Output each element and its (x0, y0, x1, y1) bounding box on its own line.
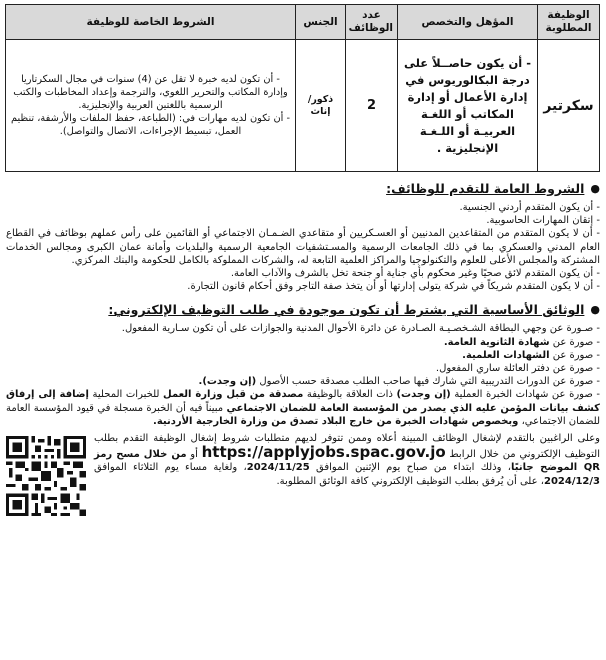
list-item: - أن لا يكون المتقدم شريكاً في شركة يتولى إدارتها أو أن يتخذ صفة التاجر وفق أحكام قانون التجارة. (187, 281, 600, 293)
apply-text: وعلى الراغبين بالتقدم لإشغال الوظائف المبينة أعلاه وممن تتوفر لديهم متطلبات شروط إشغال الوظيفة التقدم بطلب التوظيف الإلكتروني من خلال الرابط https://applyjobs.spac.gov.jo أو من خلال مسح رمز QR الموضح جانبًا، وذلك ابتداء من صباح يوم الإثنين الموافق 2024/11/25، ولغاية مساء يوم الثلاثاء الموافق 2024/12/3، على أن يُرفق بطلب التوظيف الإلكتروني كافة الوثائق المطلوبة. (94, 433, 600, 487)
list-item: - صورة عن شهادات الخبرة العملية (إن وجدت) ذات العلاقة بالوظيفة مصدقة من قبل وزارة العمل للخبرات المحلية إضافة إلى إرفاق كشف بيانات المؤمن عليه الذي يصدر من المؤسسة العامة للضمان الاجتماعي مبيناً فيه أن الخبرة مسجلة في قيود المؤسسة العامة للضمان الاجتماعي، وبخصوص شهادات الخبرة من خارج البلاد تصدق من وزارة الخارجية الأردنية. (6, 389, 601, 427)
list-item: - صورة عن دفتر العائلة ساري المفعول. (435, 363, 600, 375)
header-qualification: المؤهل والتخصص (398, 5, 538, 40)
list-item: - صـورة عن وجهي البطاقة الشـخصـيـة الصـادرة عن دائرة الأحوال المدنية والجوازات على أن تكون سـارية المفعول. (121, 323, 600, 335)
qualification-cell: - أن يكون حاصــلاً على درجة البكالوريوس في إدارة الأعمال أو إدارة المكاتب أو اللغـة العربيـة أو اللـغـة الإنجليزية . (398, 40, 538, 172)
header-conditions: الشروط الخاصة للوظيفة (6, 5, 296, 40)
list-item: - أن لا يكون المتقدم من المتقاعدين المدنيين أو العسـكريين أو متقاعدي الضـمـان الاجتماعي أو القائمين على رأس عملهم بوظائف في القطاع العام المدني والعسكري بما في ذلك الجامعات الرسمية والمسـتشفيات الجامعية الرسمية والبلديات وأمانة عمان الكبرى ومجالس الخدمات المشتركة والمجلس الأعلى للعلوم والتكنولوجيا والمراكز العلمية التابعة له، والشركات المملوكة بالكامل للحكومة والبنك المركزي. (6, 228, 600, 266)
bullet-icon: ● (590, 182, 600, 195)
conditions-cell (6, 40, 296, 172)
job-title-cell: سكرتير (538, 40, 600, 172)
header-gender: الجنس (296, 5, 346, 40)
header-job: الوظيفة المطلوبة (538, 5, 600, 40)
condition-item: - أن تكون لديه خبرة لا تقل عن (4) سنوات في مجال السكرتاريا وإدارة المكاتب والتحرير اللغوي، والترجمة وإعداد المخاطبات والكتب الرسمية باللغتين العربية والإنجليزية. (13, 74, 288, 111)
qr-code-icon[interactable] (6, 436, 86, 516)
jobs-table (5, 4, 600, 172)
list-item: - صورة عن الشهادات العلمية. (462, 349, 600, 361)
general-conditions-list (6, 201, 600, 293)
general-conditions-heading: ● الشروط العامة للتقدم للوظائف: (386, 181, 600, 196)
table-row (6, 40, 600, 172)
bullet-icon: ● (590, 303, 600, 317)
documents-list (6, 322, 600, 428)
documents-heading: ● الوثائق الأساسية التي يشترط أن تكون موجودة في طلب التوظيف الإلكتروني: (108, 302, 600, 318)
header-count: عدد الوظائف (346, 5, 398, 40)
list-item: - أن يكون المتقدم أردني الجنسية. (459, 202, 600, 213)
list-item: - صورة عن الدورات التدريبية التي شارك فيها صاحب الطلب مصدقة حسب الأصول (إن وجدت). (198, 376, 600, 388)
condition-item: - أن تكون لديه مهارات في: (الطباعة، حفظ الملفات والأرشفة، تنظيم العمل، تبسيط الإجراءات، الاتصال والتواصل). (10, 113, 291, 137)
list-item: - أن يكون المتقدم لائق صحيًا وغير محكوم بأي جناية أو جنحة تخل بالشرف والآداب العامة. (230, 268, 600, 280)
count-cell: 2 (346, 40, 398, 172)
list-item: - صورة عن شهادة الثانوية العامة. (443, 336, 600, 348)
list-item: - إتقان المهارات الحاسوبية. (486, 215, 600, 227)
apply-section (6, 432, 600, 516)
gender-cell: ذكور/ إناث (296, 40, 346, 172)
apply-link[interactable]: https://applyjobs.spac.gov.jo (201, 442, 446, 461)
table-header-row (6, 5, 600, 40)
